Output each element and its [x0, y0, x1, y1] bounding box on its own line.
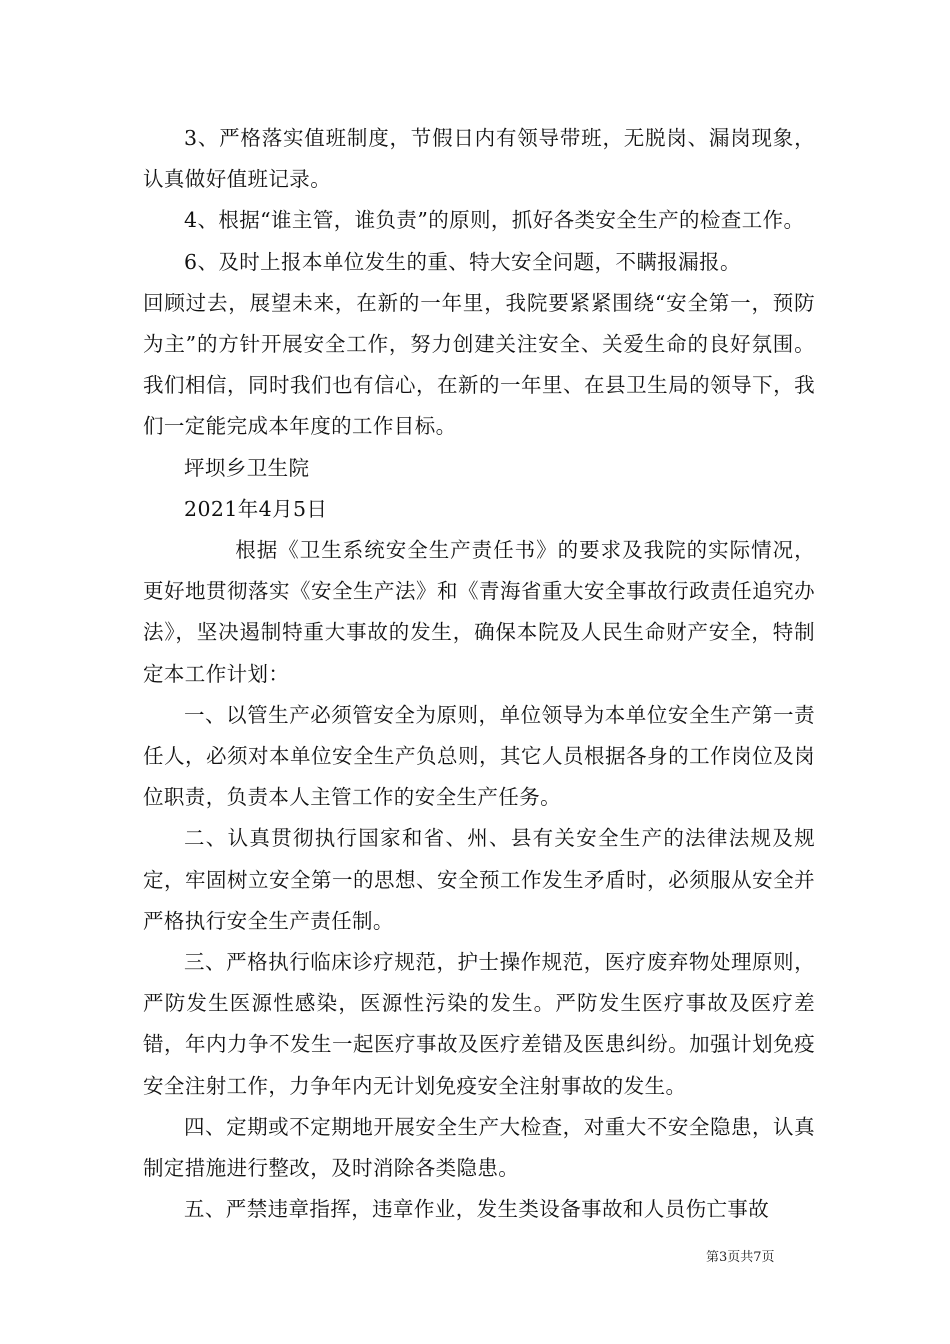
paragraph-duty-system: 3、严格落实值班制度，节假日内有领导带班，无脱岗、漏岗现象，认真做好值班记录。: [143, 126, 815, 192]
paragraph-item-two: 二、认真贯彻执行国家和省、州、县有关安全生产的法律法规及规定，牢固树立安全第一的思想、安全预工作发生矛盾时，必须服从安全并严格执行安全生产责任制。: [143, 826, 815, 933]
paragraph-review-outlook: 回顾过去，展望未来，在新的一年里，我院要紧紧围绕“安全第一，预防为主”的方针开展安全工作，努力创建关注安全、关爱生命的良好氛围。我们相信，同时我们也有信心，在新的一年里、在县卫生局的领导下，我们一定能完成本年度的工作目标。: [143, 290, 815, 439]
paragraph-responsibility-principle: 4、根据“谁主管，谁负责”的原则，抓好各类安全生产的检查工作。: [184, 208, 805, 233]
document-body: [143, 118, 815, 1230]
paragraph-item-three: 三、严格执行临床诊疗规范，护士操作规范，医疗废弃物处理原则，严防发生医源性感染，医源性污染的发生。严防发生医疗事故及医疗差错，年内力争不发生一起医疗事故及医疗差错及医患纠纷。加强计划免疫安全注射工作，力争年内无计划免疫安全注射事故的发生。: [143, 950, 815, 1098]
paragraph-item-five: 五、严禁违章指挥，违章作业，发生类设备事故和人员伤亡事故: [184, 1197, 770, 1222]
paragraph-plan-intro: 根据《卫生系统安全生产责任书》的要求及我院的实际情况，更好地贯彻落实《安全生产法》和《青海省重大安全事故行政责任追究办法》，坚决遏制特重大事故的发生，确保本院及人民生命财产安全，特制定本工作计划：: [143, 538, 815, 686]
paragraph-reporting: 6、及时上报本单位发生的重、特大安全问题，不瞒报漏报。: [184, 249, 741, 274]
signature-date: 2021年4月5日: [184, 496, 328, 521]
paragraph-item-one: 一、以管生产必须管安全为原则，单位领导为本单位安全生产第一责任人，必须对本单位安全生产负总则，其它人员根据各身的工作岗位及岗位职责，负责本人主管工作的安全生产任务。: [143, 702, 815, 810]
page-number: 第3页共7页: [706, 1250, 775, 1265]
paragraph-item-four: 四、定期或不定期地开展安全生产大检查，对重大不安全隐患，认真制定措施进行整改，及时消除各类隐患。: [143, 1114, 815, 1181]
signature-organization: 坪坝乡卫生院: [184, 455, 310, 480]
